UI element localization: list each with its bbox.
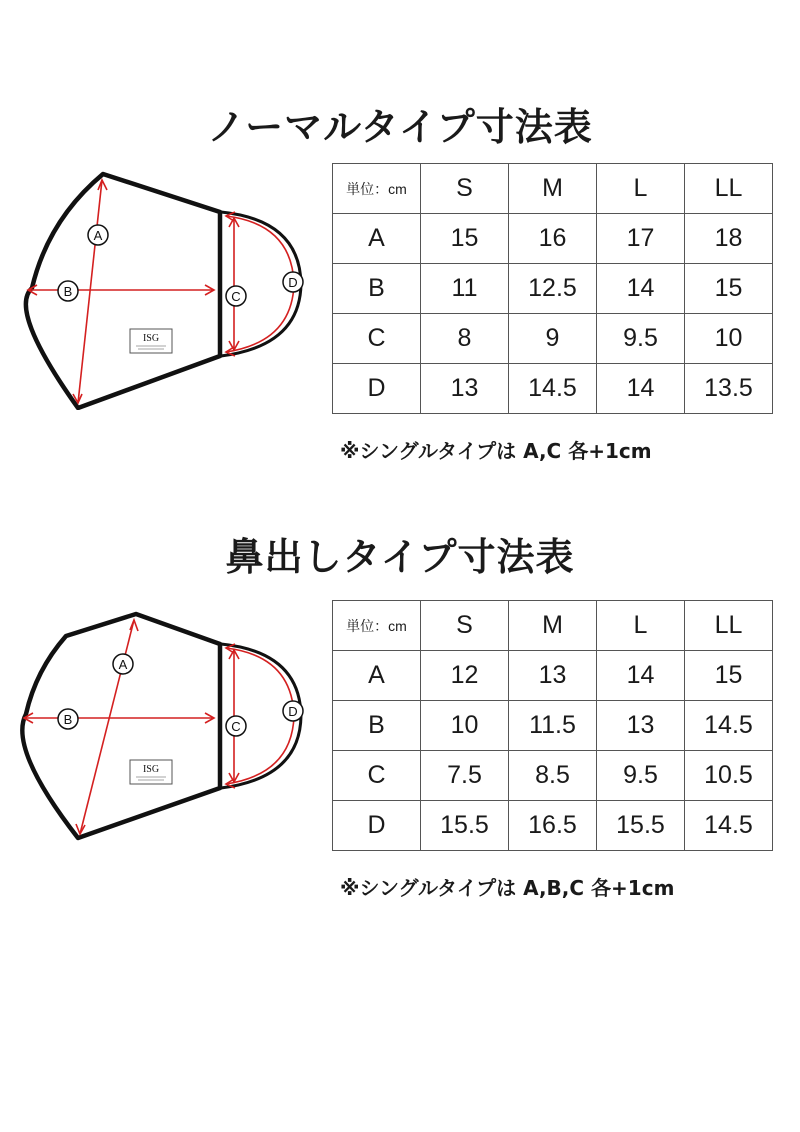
table-cell: 14 (597, 364, 685, 414)
nose-out-type-title: 鼻出しタイプ寸法表 (225, 535, 575, 579)
table-cell: 13 (509, 651, 597, 701)
table-cell: 10 (685, 314, 773, 364)
header-cell: M (509, 164, 597, 214)
table-cell: 15 (685, 264, 773, 314)
unit-cell: 単位：cm (333, 601, 421, 651)
row-label: B (333, 701, 421, 751)
table-row (333, 701, 773, 751)
table-cell: 15 (421, 214, 509, 264)
table-cell: 13 (421, 364, 509, 414)
row-label: A (333, 651, 421, 701)
mask-diagram-nose-out (18, 598, 318, 848)
header-cell: M (509, 601, 597, 651)
table-cell: 16.5 (509, 801, 597, 851)
table-cell: 14 (597, 651, 685, 701)
header-cell: L (597, 601, 685, 651)
label-b: B (63, 712, 73, 727)
header-cell: LL (685, 601, 773, 651)
table-cell: 9 (509, 314, 597, 364)
table-cell: 9.5 (597, 314, 685, 364)
table-cell: 15.5 (421, 801, 509, 851)
table-cell: 13 (597, 701, 685, 751)
row-label: C (333, 314, 421, 364)
nose-out-size-table (332, 600, 773, 851)
unit-cell: 単位：cm (333, 164, 421, 214)
table-row (333, 364, 773, 414)
table-cell: 8.5 (509, 751, 597, 801)
label-d: D (288, 704, 298, 719)
brand-tag-text: ISG (142, 764, 160, 775)
normal-type-title: ノーマルタイプ寸法表 (207, 105, 593, 149)
label-c: C (231, 719, 241, 734)
table-cell: 12.5 (509, 264, 597, 314)
table-header-row (333, 164, 773, 214)
table-row (333, 751, 773, 801)
normal-note: ※シングルタイプは A,C 各+1cm (340, 439, 652, 463)
header-cell: L (597, 164, 685, 214)
label-b: B (63, 284, 73, 299)
row-label: B (333, 264, 421, 314)
label-a: A (93, 228, 103, 243)
table-cell: 7.5 (421, 751, 509, 801)
row-label: A (333, 214, 421, 264)
table-cell: 16 (509, 214, 597, 264)
table-cell: 14.5 (509, 364, 597, 414)
table-row (333, 264, 773, 314)
table-row (333, 314, 773, 364)
table-cell: 18 (685, 214, 773, 264)
table-row (333, 651, 773, 701)
label-a: A (118, 657, 128, 672)
dimension-a-line (78, 180, 102, 403)
table-cell: 15 (685, 651, 773, 701)
label-c: C (231, 289, 241, 304)
mask-outline (26, 174, 220, 408)
table-row (333, 214, 773, 264)
table-header-row (333, 601, 773, 651)
table-cell: 14.5 (685, 801, 773, 851)
brand-tag-text: ISG (142, 333, 160, 344)
table-cell: 10 (421, 701, 509, 751)
header-cell: S (421, 164, 509, 214)
dimension-a-line (80, 620, 134, 834)
row-label: D (333, 364, 421, 414)
table-row (333, 801, 773, 851)
table-cell: 8 (421, 314, 509, 364)
mask-diagram-normal (18, 160, 318, 410)
normal-size-table (332, 163, 773, 414)
table-cell: 14.5 (685, 701, 773, 751)
table-cell: 9.5 (597, 751, 685, 801)
mask-outline (22, 614, 220, 838)
label-d: D (288, 275, 298, 290)
table-cell: 13.5 (685, 364, 773, 414)
header-cell: LL (685, 164, 773, 214)
table-cell: 15.5 (597, 801, 685, 851)
table-cell: 10.5 (685, 751, 773, 801)
table-cell: 11.5 (509, 701, 597, 751)
table-cell: 11 (421, 264, 509, 314)
table-cell: 17 (597, 214, 685, 264)
nose-out-note: ※シングルタイプは A,B,C 各+1cm (340, 876, 675, 900)
header-cell: S (421, 601, 509, 651)
row-label: C (333, 751, 421, 801)
table-cell: 12 (421, 651, 509, 701)
row-label: D (333, 801, 421, 851)
table-cell: 14 (597, 264, 685, 314)
